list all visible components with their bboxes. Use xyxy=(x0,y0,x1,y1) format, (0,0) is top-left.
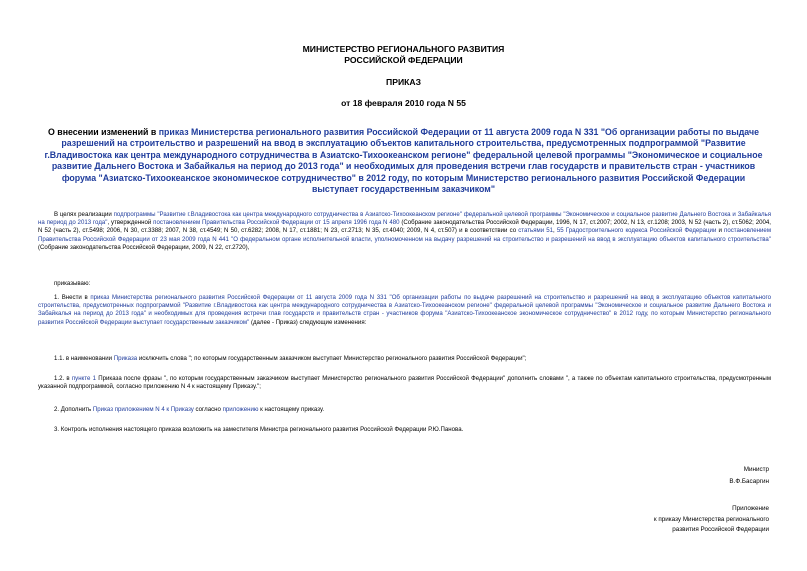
item-1-text-2: (далее - Приказ) следующие изменения: xyxy=(249,318,367,326)
resolution-441-link[interactable]: постановлением Правительства Российской Федерации от 23 мая 2009 года N 441 "О федеральном органе исполнительной власти, уполномоченном на выдачу разрешений на строительство и разрешений на ввод в эксплуатацию объектов капитального строительства" xyxy=(38,227,772,243)
appendix-line-1: к приказу Министерства регионального xyxy=(653,516,769,523)
item-2-paragraph xyxy=(38,406,771,414)
item-1-1-paragraph xyxy=(38,355,771,363)
preamble-text-3: (Собрание законодательства Российской Федерации, 1996, N 17, ст.2007; 2002, N 13, ст.1208; 2003, N 52 (часть 2), ст.5062; 2004, N 52 (часть 2), ст.5498; 2006, N 30, ст.3388; 2007, N 38, ст.4549; N 50, ст.6282; 2008, N 17, ст.1881; N 23, ст.2713; N 35, ст.4040; 2009, N 4, ст.507) и в соответствии со xyxy=(38,219,771,235)
item-1-1-text-1: 1.1. в наименовании xyxy=(54,355,114,362)
preamble-text-5: и xyxy=(716,227,725,235)
order-name-link[interactable]: Приказа xyxy=(113,355,138,362)
order-331-link[interactable]: приказ Министерства регионального развития Российской Федерации от 11 августа 2009 года N 331 "Об организации работы по выдаче разрешений на строительство и разрешений на ввод в эксплуатацию объектов капитального строительства, предусмотренных подпрограммой "Развитие г.Владивостока как центра международного сотрудничества в Азиатско-Тихоокеанском регионе" федеральной целевой программы "Экономическое и социальное развитие Дальнего Востока и Забайкалья на период до 2013 года" и необходимых для проведения встречи глав государств и правительств стран - участников форума "Азиатско-Тихоокеанское экономическое сотрудничество" в 2012 году, по которым Министерство регионального развития Российской Федерации выступает государственным заказчиком" xyxy=(38,294,771,326)
title-order-link[interactable]: приказ Министерства регионального развития Российской Федерации от 11 августа 2009 года N 331 "Об организации работы по выдаче разрешений на строительство и разрешений на ввод в эксплуатацию объектов капитального строительства, предусмотренных подпрограммой "Развитие г.Владивостока как центра международного сотрудничества в Азиатско-Тихоокеанском регионе" федеральной целевой программы "Экономическое и социальное развитие Дальнего Востока и Забайкалья на период до 2013 года" и необходимых для проведения встречи глав государств и правительств стран - участников форума "Азиатско-Тихоокеанское экономическое сотрудничество" в 2012 году, по которым Министерство регионального развития Российской Федерации выступает государственным заказчиком" xyxy=(44,127,763,195)
order-word: приказываю: xyxy=(54,280,91,287)
clause-1-link[interactable]: пункте 1 xyxy=(71,375,97,382)
item-1-2-text-1: 1.2. в xyxy=(54,375,72,382)
item-1-2-paragraph xyxy=(38,375,771,391)
item-2-text-4: к настоящему приказу. xyxy=(258,406,325,413)
ministry-name-line1: МИНИСТЕРСТВО РЕГИОНАЛЬНОГО РАЗВИТИЯ xyxy=(302,44,505,54)
item-1-text-1: 1. Внести в xyxy=(54,294,91,301)
signature-name: В.Ф.Басаргин xyxy=(729,478,769,485)
document-date: от 18 февраля 2010 года N 55 xyxy=(341,98,466,108)
resolution-480-link[interactable]: постановлением Правительства Российской Федерации от 15 апреля 1996 года N 480 xyxy=(153,219,400,227)
preamble-text-1: В целях реализации xyxy=(54,211,114,218)
appendix-link[interactable]: приложению xyxy=(222,406,259,413)
document-title xyxy=(38,127,769,195)
item-1-1-text-2: исключить слова "; по которым государственным заказчиком выступает Министерство регионального развития Российской Федерации"; xyxy=(137,355,527,362)
preamble-text-2: , утвержденной xyxy=(107,219,154,227)
appendix-line-2: развития Российской Федерации xyxy=(672,526,769,533)
item-1-2-text-2: Приказа после фразы ", по которым государственным заказчиком выступает Министерство регионального развития Российской Федерации" дополнить словами ", а также по объектам капитального строительства, предусмотренным указанной подпрограммой, согласно приложению N 4 к настоящему Приказу."; xyxy=(38,375,772,391)
title-prefix: О внесении изменений в xyxy=(48,127,159,137)
item-2-text-3: согласно xyxy=(193,406,223,413)
preamble-text-4: , xyxy=(553,227,557,235)
item-1-paragraph xyxy=(38,294,771,327)
document-type: ПРИКАЗ xyxy=(386,77,421,87)
appendix-label: Приложение xyxy=(732,505,769,512)
order-link[interactable]: Приказ xyxy=(92,406,113,413)
article-51-link[interactable]: статьями 51 xyxy=(518,227,554,235)
ministry-name-line2: РОССИЙСКОЙ ФЕДЕРАЦИИ xyxy=(344,55,463,65)
signature-position: Министр xyxy=(743,466,769,473)
item-3-paragraph: 3. Контроль исполнения настоящего приказа возложить на заместителя Министра регионального развития Российской Федерации Р.Ю.Панова. xyxy=(54,426,464,433)
article-55-link[interactable]: 55 Градостроительного кодекса Российской Федерации xyxy=(556,227,717,235)
item-2-text-1: 2. Дополнить xyxy=(54,406,93,413)
subprogram-link[interactable]: подпрограммы "Развитие г.Владивостока как центра международного сотрудничества в Азиатско-Тихоокеанском регионе" федеральной целевой программы "Экономическое и социальное развитие Дальнего Востока и Забайкалья на период до 2013 года" xyxy=(38,211,771,227)
appendix-4-link[interactable]: приложением N 4 к Приказу xyxy=(114,406,194,413)
preamble-paragraph xyxy=(38,211,771,252)
preamble-text-6: (Собрание законодательства Российской Федерации, 2009, N 22, ст.2720), xyxy=(38,243,250,251)
